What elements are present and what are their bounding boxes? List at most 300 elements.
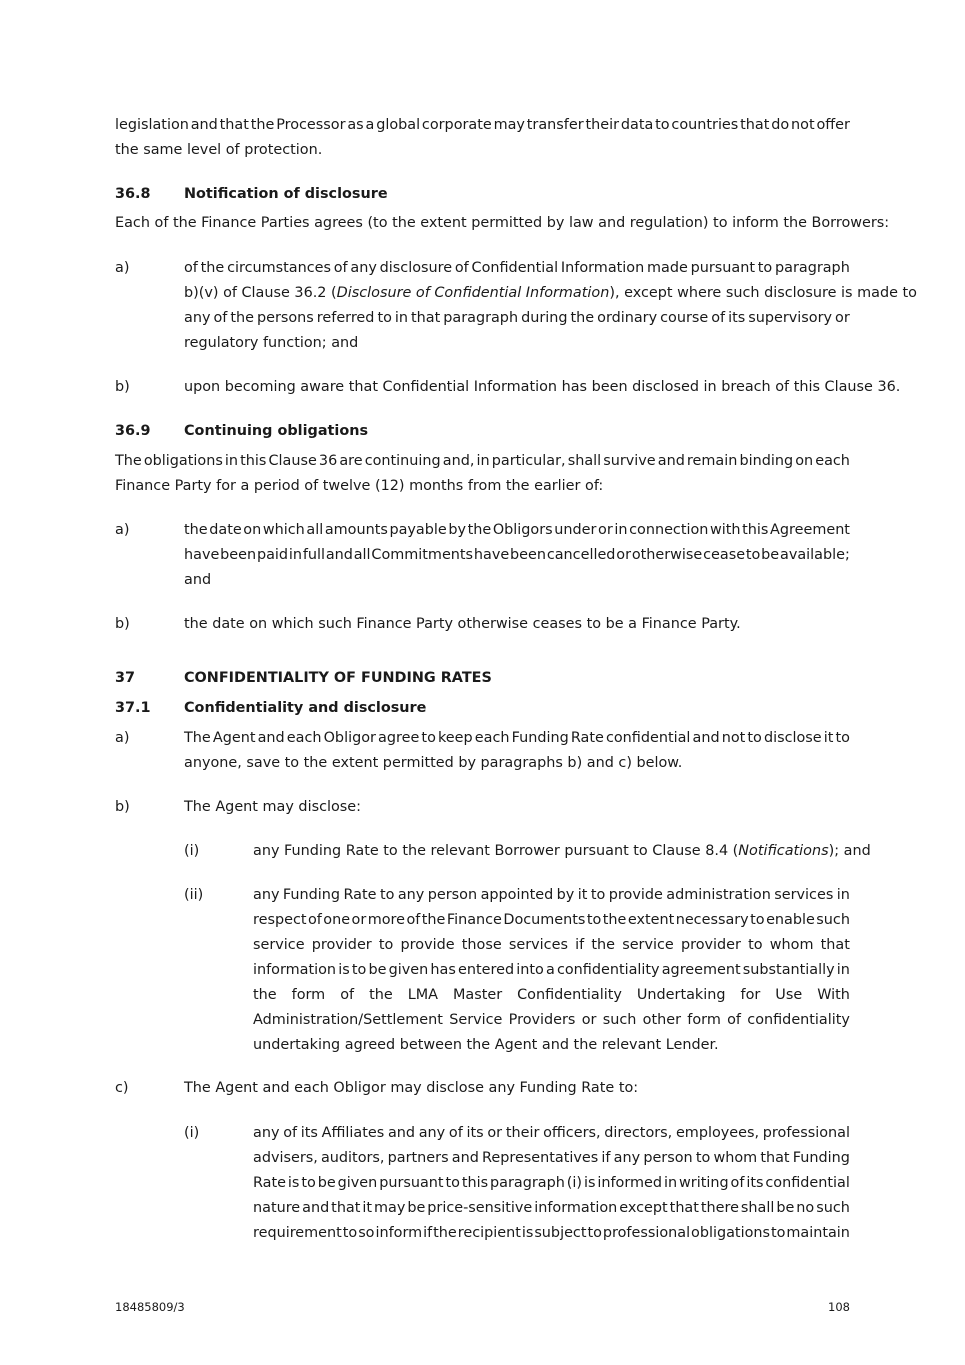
list-item-line <box>184 523 850 537</box>
word: informed <box>597 1175 663 1191</box>
word: Affiliates <box>321 1125 385 1141</box>
word: paragraph <box>443 310 519 326</box>
word: services <box>508 937 568 953</box>
word: confidential <box>605 730 691 746</box>
word: Information <box>560 260 645 276</box>
word: those <box>461 937 502 953</box>
word: agree <box>378 730 420 746</box>
word: survive <box>603 453 656 469</box>
word: its <box>746 1175 764 1191</box>
word: the <box>467 522 492 538</box>
list-item-line: upon becoming aware that Confidential Information has been disclosed in breach of this Clause 36. <box>184 379 901 395</box>
word: keep <box>437 730 473 746</box>
word: cease <box>703 547 746 563</box>
word: of <box>307 912 322 928</box>
word: Documents <box>503 912 586 928</box>
word: in <box>288 547 302 563</box>
word: that <box>219 117 249 133</box>
word: Obligor <box>323 730 376 746</box>
word: if <box>575 937 585 953</box>
word: inform <box>375 1225 423 1241</box>
word: remain <box>686 453 738 469</box>
sublist-item-line <box>253 988 850 1002</box>
word: the <box>184 522 208 538</box>
word: data <box>620 117 654 133</box>
word: necessary <box>675 912 749 928</box>
word: respect <box>253 912 307 928</box>
word: is <box>521 1225 534 1241</box>
list-label: a) <box>115 522 130 538</box>
word: not <box>791 117 815 133</box>
word: and <box>302 1200 330 1216</box>
word: of <box>406 912 421 928</box>
word: Agreement <box>770 522 850 538</box>
word: shall <box>740 1200 775 1216</box>
word: circumstances <box>227 260 331 276</box>
list-label: a) <box>115 730 130 746</box>
word: have <box>473 547 510 563</box>
word: corporate <box>421 117 492 133</box>
word: Master <box>452 987 503 1003</box>
word: its <box>300 1125 318 1141</box>
word: to <box>770 1225 786 1241</box>
word: a <box>365 117 375 133</box>
text: b)(v) of Clause 36.2 ( <box>184 285 337 301</box>
word: (i) <box>566 1175 583 1191</box>
word: person <box>643 1150 693 1166</box>
word: cancelled <box>546 547 616 563</box>
word: and <box>190 117 218 133</box>
word: connection <box>629 522 709 538</box>
word: referred <box>316 310 375 326</box>
word: is <box>287 1175 300 1191</box>
word: Processor <box>276 117 346 133</box>
word: of <box>711 310 726 326</box>
word: in <box>224 453 239 469</box>
word: each <box>474 730 510 746</box>
word: that <box>740 117 770 133</box>
word: to <box>757 260 773 276</box>
word: pursuant <box>379 1175 444 1191</box>
word: confidentiality <box>556 962 660 978</box>
word: form <box>687 1012 721 1028</box>
word: so <box>358 1225 375 1241</box>
section-title: Confidentiality and disclosure <box>184 700 427 716</box>
word: the <box>591 937 616 953</box>
word: available; <box>780 547 850 563</box>
word: to <box>587 1225 602 1241</box>
word: to <box>379 887 395 903</box>
sublist-item-line <box>253 1201 850 1215</box>
word: shall <box>567 453 602 469</box>
word: pursuant <box>690 260 755 276</box>
word: to <box>378 937 394 953</box>
word: of <box>213 310 228 326</box>
word: service <box>622 937 674 953</box>
word: any <box>184 310 211 326</box>
word: the <box>421 912 446 928</box>
word: provider <box>311 937 372 953</box>
word: to <box>695 1150 711 1166</box>
word: obligations <box>143 453 223 469</box>
word: to <box>747 730 762 746</box>
word: in <box>394 310 409 326</box>
word: to <box>445 1175 460 1191</box>
word: that <box>411 310 441 326</box>
word: to <box>750 912 765 928</box>
word: their <box>585 117 620 133</box>
word: substantially <box>742 962 835 978</box>
word: and <box>387 1125 416 1141</box>
clause-title: CONFIDENTIALITY OF FUNDING RATES <box>184 670 492 686</box>
word: which <box>262 522 305 538</box>
list-item-line: anyone, save to the extent permitted by paragraphs b) and c) below. <box>184 755 683 771</box>
word: that <box>669 1200 699 1216</box>
word: to <box>342 1225 358 1241</box>
word: the <box>602 912 627 928</box>
list-item-line <box>184 311 850 325</box>
word: or <box>581 1012 597 1028</box>
sublist-item-line <box>253 1126 850 1140</box>
word: Commitments <box>371 547 474 563</box>
paragraph-line: Finance Party for a period of twelve (12) months from the earlier of: <box>115 478 604 494</box>
list-item-line: regulatory function; and <box>184 335 359 351</box>
word: paragraph <box>775 260 850 276</box>
word: and <box>451 1150 479 1166</box>
word: to <box>590 887 606 903</box>
list-label: c) <box>115 1080 129 1096</box>
word: The <box>184 730 211 746</box>
word: each <box>286 730 322 746</box>
list-item-line: The Agent may disclose: <box>184 799 361 815</box>
word: enable <box>766 912 815 928</box>
word: form <box>291 987 326 1003</box>
list-item-line <box>184 286 917 300</box>
word: the <box>253 987 277 1003</box>
word: may <box>373 1200 406 1216</box>
sublist-item-line <box>253 888 850 902</box>
word: the <box>200 260 225 276</box>
word: and <box>692 730 720 746</box>
sublist-item-line <box>253 938 850 952</box>
intro-line: the same level of protection. <box>115 142 323 158</box>
word: officers, <box>543 1125 601 1141</box>
word: if <box>601 1150 611 1166</box>
text: ); and <box>828 843 871 859</box>
word: of <box>727 1012 741 1028</box>
word: under <box>554 522 597 538</box>
word: such <box>816 1200 850 1216</box>
word: With <box>817 987 850 1003</box>
italic-reference: Notifications <box>738 843 829 859</box>
word: is <box>583 1175 596 1191</box>
word: of <box>184 260 198 276</box>
word: its <box>728 310 746 326</box>
word: it <box>823 730 834 746</box>
word: partners <box>387 1150 449 1166</box>
word: amounts <box>324 522 388 538</box>
word: any <box>418 1125 446 1141</box>
word: and, <box>442 453 475 469</box>
word: to <box>748 937 763 953</box>
word: employees, <box>675 1125 760 1141</box>
word: Funding <box>282 887 341 903</box>
word: to <box>301 1175 316 1191</box>
word: whom <box>769 937 814 953</box>
word: payable <box>389 522 447 538</box>
sublist-item-line <box>253 1151 850 1165</box>
word: of <box>283 1125 298 1141</box>
word: by <box>556 887 575 903</box>
word: except <box>619 1200 668 1216</box>
word: extent <box>627 912 675 928</box>
word: disclose <box>763 730 822 746</box>
word: this <box>240 453 267 469</box>
word: this <box>742 522 769 538</box>
word: provide <box>608 887 663 903</box>
word: of <box>730 1175 745 1191</box>
word: such <box>816 912 850 928</box>
section-number: 36.9 <box>115 423 151 439</box>
word: obligations <box>691 1225 770 1241</box>
word: course <box>660 310 709 326</box>
word: in <box>663 1175 678 1191</box>
word: subject <box>534 1225 587 1241</box>
word: provider <box>680 937 741 953</box>
word: professional <box>762 1125 850 1141</box>
word: service <box>253 937 305 953</box>
word: to <box>377 310 392 326</box>
word: The <box>115 453 142 469</box>
list-label: b) <box>115 799 130 815</box>
word: that <box>820 937 850 953</box>
word: or <box>351 912 367 928</box>
word: Service <box>449 1012 503 1028</box>
word: global <box>376 117 421 133</box>
sublist-item-line <box>253 913 850 927</box>
word: be <box>407 1200 426 1216</box>
word: Use <box>775 987 803 1003</box>
word: Obligors <box>492 522 553 538</box>
word: any <box>613 1150 641 1166</box>
word: it <box>362 1200 373 1216</box>
word: provide <box>400 937 455 953</box>
word: such <box>602 1012 637 1028</box>
list-item-line <box>184 261 850 275</box>
word: other <box>642 1012 681 1028</box>
word: it <box>577 887 588 903</box>
word: confidentiality <box>747 1012 850 1028</box>
word: Undertaking <box>636 987 726 1003</box>
word: be <box>776 1200 795 1216</box>
word: countries <box>671 117 739 133</box>
word: of <box>333 260 348 276</box>
word: ordinary <box>597 310 658 326</box>
word: any <box>253 1125 280 1141</box>
word: and <box>257 730 285 746</box>
word: there <box>700 1200 739 1216</box>
clause-number: 37 <box>115 670 136 686</box>
section-title: Notification of disclosure <box>184 186 388 202</box>
word: this <box>461 1175 489 1191</box>
word: Finance <box>446 912 502 928</box>
word: Confidentiality <box>517 987 622 1003</box>
word: may <box>493 117 525 133</box>
word: on <box>795 453 814 469</box>
word: paragraph <box>490 1175 565 1191</box>
word: their <box>505 1125 540 1141</box>
word: Clause <box>268 453 317 469</box>
word: the <box>250 117 275 133</box>
word: nature <box>253 1200 301 1216</box>
word: services <box>774 887 834 903</box>
sublist-label: (i) <box>184 843 200 859</box>
word: information <box>534 1200 618 1216</box>
word: or <box>487 1125 503 1141</box>
word: no <box>796 1200 815 1216</box>
list-item-line <box>184 548 850 562</box>
word: has <box>430 962 456 978</box>
list-item-line: and <box>184 572 212 588</box>
word: in <box>836 962 850 978</box>
word: or <box>616 547 631 563</box>
section-number: 36.8 <box>115 186 151 202</box>
document-reference: 18485809/3 <box>115 1300 185 1314</box>
word: any <box>253 887 280 903</box>
sublist-item-line <box>253 844 871 858</box>
word: not <box>721 730 746 746</box>
word: do <box>771 117 790 133</box>
word: Agent <box>212 730 256 746</box>
word: whom <box>713 1150 758 1166</box>
word: in <box>476 453 490 469</box>
list-item-line <box>184 731 850 745</box>
word: if <box>423 1225 433 1241</box>
word: been <box>510 547 546 563</box>
word: to <box>655 117 670 133</box>
word: a <box>545 962 555 978</box>
word: of <box>448 1125 463 1141</box>
word: confidential <box>765 1175 850 1191</box>
word: Rate <box>253 1175 286 1191</box>
text: ), except where such disclosure is made to <box>609 285 917 301</box>
word: to <box>835 730 850 746</box>
word: to <box>421 730 436 746</box>
word: any <box>397 887 425 903</box>
section-number: 37.1 <box>115 700 151 716</box>
word: in <box>614 522 628 538</box>
sublist-item-line <box>253 963 850 977</box>
word: have <box>184 547 220 563</box>
word: recipient <box>457 1225 521 1241</box>
word: be <box>368 962 387 978</box>
word: into <box>516 962 544 978</box>
word: that <box>760 1150 790 1166</box>
word: otherwise <box>631 547 703 563</box>
word: by <box>448 522 466 538</box>
word: been <box>220 547 257 563</box>
list-label: b) <box>115 379 130 395</box>
word: given <box>388 962 429 978</box>
italic-reference: Disclosure of Confidential Information <box>336 285 610 301</box>
word: be <box>317 1175 336 1191</box>
word: are <box>339 453 363 469</box>
word: the <box>570 310 595 326</box>
word: be <box>761 547 780 563</box>
word: supervisory <box>748 310 833 326</box>
word: Representatives <box>482 1150 599 1166</box>
word: Providers <box>508 1012 576 1028</box>
sublist-label: (ii) <box>184 887 204 903</box>
word: that <box>331 1200 361 1216</box>
word: each <box>815 453 850 469</box>
word: to <box>351 962 367 978</box>
word: 36 <box>318 453 338 469</box>
word: disclosure <box>379 260 453 276</box>
word: information <box>253 962 337 978</box>
word: writing <box>679 1175 729 1191</box>
word: binding <box>739 453 794 469</box>
sublist-item-line <box>253 1013 850 1027</box>
word: of <box>454 260 469 276</box>
word: all <box>306 522 324 538</box>
word: as <box>347 117 364 133</box>
word: offer <box>816 117 850 133</box>
word: paid <box>256 547 289 563</box>
list-label: a) <box>115 260 130 276</box>
word: LMA <box>407 987 438 1003</box>
list-item-line: the date on which such Finance Party otherwise ceases to be a Finance Party. <box>184 616 741 632</box>
word: all <box>353 547 371 563</box>
word: advisers, <box>253 1150 318 1166</box>
sublist-label: (i) <box>184 1125 200 1141</box>
word: transfer <box>526 117 584 133</box>
word: the <box>230 310 254 326</box>
word: continuing <box>364 453 441 469</box>
paragraph-line <box>115 454 850 468</box>
sublist-item-line: undertaking agreed between the Agent and the relevant Lender. <box>253 1037 719 1053</box>
word: its <box>466 1125 484 1141</box>
word: any <box>350 260 377 276</box>
word: maintain <box>786 1225 850 1241</box>
word: or <box>598 522 613 538</box>
word: one <box>323 912 351 928</box>
page-number: 108 <box>828 1300 850 1314</box>
word: agreement <box>661 962 741 978</box>
word: is <box>338 962 350 978</box>
word: and <box>657 453 685 469</box>
sublist-item-line <box>253 1226 850 1240</box>
word: of <box>340 987 355 1003</box>
word: the <box>369 987 393 1003</box>
word: on <box>243 522 262 538</box>
word: persons <box>256 310 314 326</box>
intro-line <box>115 118 850 132</box>
word: Funding <box>511 730 569 746</box>
word: given <box>337 1175 378 1191</box>
word: the <box>433 1225 457 1241</box>
word: directors, <box>604 1125 673 1141</box>
word: with <box>710 522 741 538</box>
word: full <box>302 547 325 563</box>
word: to <box>745 547 761 563</box>
list-item-line: The Agent and each Obligor may disclose any Funding Rate to: <box>184 1080 639 1096</box>
word: price-sensitive <box>427 1200 533 1216</box>
word: made <box>647 260 688 276</box>
word: auditors, <box>320 1150 385 1166</box>
word: person <box>427 887 478 903</box>
word: particular, <box>491 453 566 469</box>
